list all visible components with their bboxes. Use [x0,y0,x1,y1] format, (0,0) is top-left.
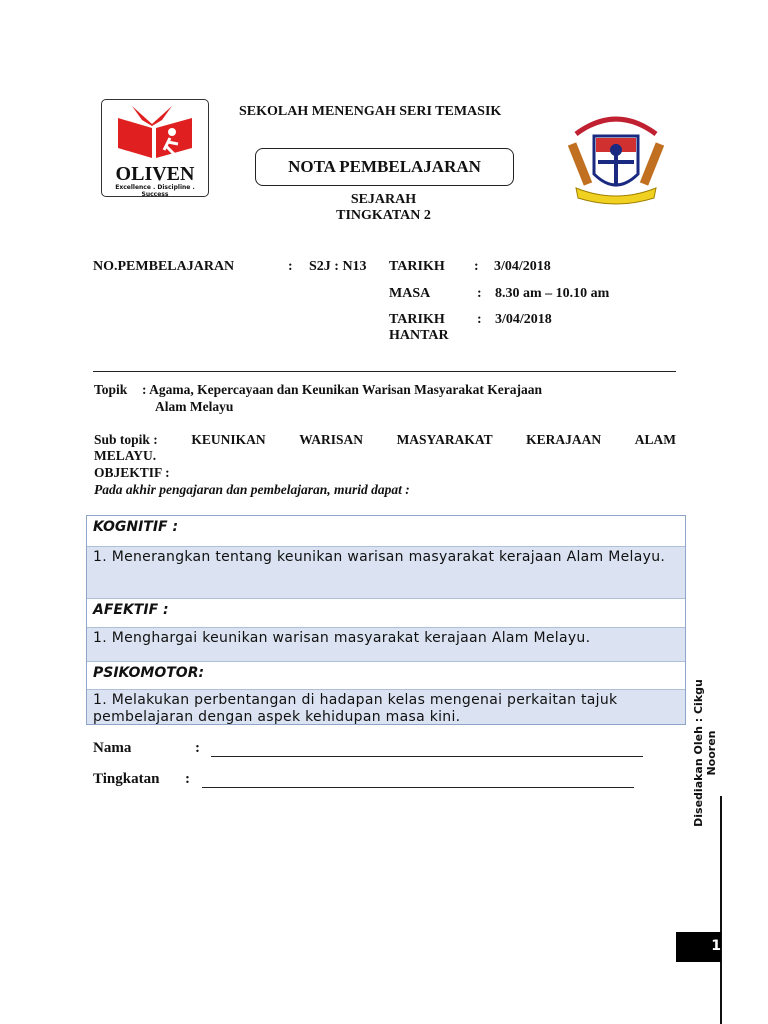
afektif-item: 1. Menghargai keunikan warisan masyarakat kerajaan Alam Melayu. [87,628,685,662]
topik-text: : Agama, Kepercayaan dan Keunikan Warisan Masyarakat Kerajaan [142,382,543,397]
subject: SEJARAH [350,192,417,207]
topik-text-2: Alam Melayu [155,399,234,414]
tarikh-value: 3/04/2018 [494,259,551,274]
afektif-heading: AFEKTIF : [87,599,685,628]
tarikh-hantar-label [389,312,449,344]
book-runner-icon [102,100,208,160]
objectives-table [86,515,686,725]
no-pembelajaran-value: S2J : N13 [309,259,367,274]
tarikh-label: TARIKH [389,259,445,274]
form-level: TINGKATAN 2 [336,208,431,223]
subtopik-text-2: MELAYU. [94,448,157,463]
nama-label: Nama [93,740,132,756]
page-title: NOTA PEMBELAJARAN [255,148,514,186]
objektif-label: OBJEKTIF : [94,465,170,480]
subtopik-word: KEUNIKAN [191,432,266,447]
page-number: 1 [676,932,721,962]
label-line: TARIKH [389,312,445,327]
psikomotor-heading: PSIKOMOTOR: [87,662,685,690]
nama-field[interactable] [211,756,643,757]
objektif-intro: Pada akhir pengajaran dan pembelajaran, murid dapat : [94,482,410,497]
colon: : [477,286,482,301]
masa-value: 8.30 am – 10.10 am [495,286,610,301]
tingkatan-label: Tingkatan [93,771,160,787]
subtopik-word: KERAJAAN [526,432,602,447]
intro-text: Pada akhir pengajaran dan pembelajaran, murid dapat [94,482,402,497]
logo-name: OLIVEN [115,163,195,185]
oliven-logo [101,99,209,197]
masa-label: MASA [389,286,431,301]
subtopik-word: ALAM [634,432,676,447]
subtopik-word: WARISAN [299,432,363,447]
psikomotor-item: 1. Melakukan perbentangan di hadapan kelas mengenai perkaitan tajuk pembelajaran dengan aspek kehidupan masa kini. [87,690,685,724]
school-crest-icon [566,104,666,206]
subtopik-line [94,432,676,448]
subtopik-word: MASYARAKAT [396,432,493,447]
colon: : [474,259,479,274]
tingkatan-field[interactable] [202,787,634,788]
subject-heading [255,192,512,224]
kognitif-heading: KOGNITIF : [87,516,685,547]
colon: : [185,771,190,787]
colon: : [195,740,200,756]
prepared-by: Disediakan Oleh : Cikgu Nooren [692,679,718,827]
colon: : [477,312,482,327]
margin-line [720,796,722,1024]
subtopik-label: Sub topik : [94,432,158,447]
divider [93,371,676,372]
colon: : [288,259,293,274]
school-name: SEKOLAH MENENGAH SERI TEMASIK [239,104,502,119]
tarikh-hantar-value: 3/04/2018 [495,312,552,327]
topik-label: Topik [94,382,128,397]
no-pembelajaran-label: NO.PEMBELAJARAN [93,259,235,274]
logo-tagline: Excellence . Discipline . Success [115,184,195,198]
label-line: HANTAR [389,328,449,343]
kognitif-item: 1. Menerangkan tentang keunikan warisan masyarakat kerajaan Alam Melayu. [87,547,685,599]
